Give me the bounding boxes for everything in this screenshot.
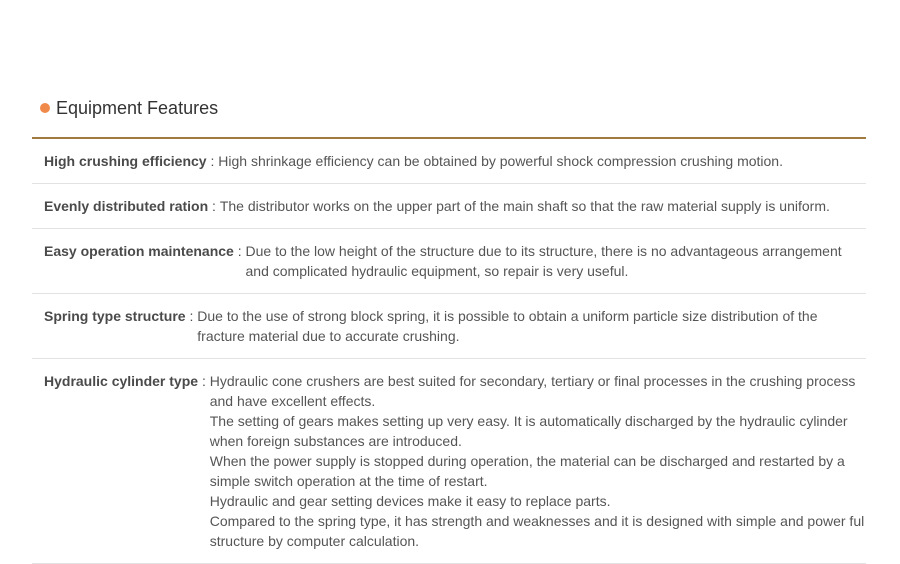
feature-description	[197, 306, 866, 346]
feature-row	[32, 294, 866, 359]
feature-description-line: The distributor works on the upper part of the main shaft so that the raw material supply is uniform.	[219, 198, 830, 214]
section-header	[40, 96, 218, 120]
feature-separator: :	[206, 153, 219, 169]
feature-description	[220, 196, 866, 216]
feature-row	[32, 139, 866, 184]
feature-label: High crushing efficiency	[44, 153, 207, 169]
feature-row	[32, 359, 866, 564]
feature-description-line: The setting of gears makes setting up very easy. It is automatically discharged by the hydraulic cylinder when foreign substances are introduced.	[209, 413, 848, 449]
feature-row	[32, 184, 866, 229]
feature-description-line: Due to the low height of the structure due to its structure, there is no advantageous arrangement and complicated hydraulic equipment, so repair is very useful.	[245, 243, 842, 279]
feature-separator: :	[198, 373, 210, 389]
feature-label: Evenly distributed ration	[44, 198, 209, 214]
feature-description	[210, 371, 866, 551]
feature-description	[246, 241, 866, 281]
feature-description-line: High shrinkage efficiency can be obtained by powerful shock compression crushing motion.	[218, 153, 783, 169]
feature-description-line: When the power supply is stopped during operation, the material can be discharged and restarted by a simple switch operation at the time of restart.	[209, 453, 845, 489]
feature-separator: :	[208, 198, 220, 214]
feature-separator: :	[233, 243, 246, 259]
feature-description-line: Hydraulic and gear setting devices make it easy to replace parts.	[209, 493, 611, 509]
feature-separator: :	[185, 308, 198, 324]
feature-description-line: Hydraulic cone crushers are best suited for secondary, tertiary or final processes in the crushing process and have excellent effects.	[209, 373, 856, 409]
feature-row	[32, 229, 866, 294]
section-title: Equipment Features	[56, 97, 219, 118]
feature-description-line: Compared to the spring type, it has strength and weaknesses and it is designed with simple and power ful structure by computer calculation.	[209, 513, 865, 549]
feature-label: Spring type structure	[44, 308, 186, 324]
feature-label: Hydraulic cylinder type	[44, 373, 199, 389]
feature-list	[32, 139, 866, 564]
feature-label: Easy operation maintenance	[44, 243, 234, 259]
bullet-dot-icon	[40, 103, 50, 113]
feature-description	[218, 151, 866, 171]
feature-description-line: Due to the use of strong block spring, it is possible to obtain a uniform particle size distribution of the fracture material due to accurate crushing.	[197, 308, 818, 344]
